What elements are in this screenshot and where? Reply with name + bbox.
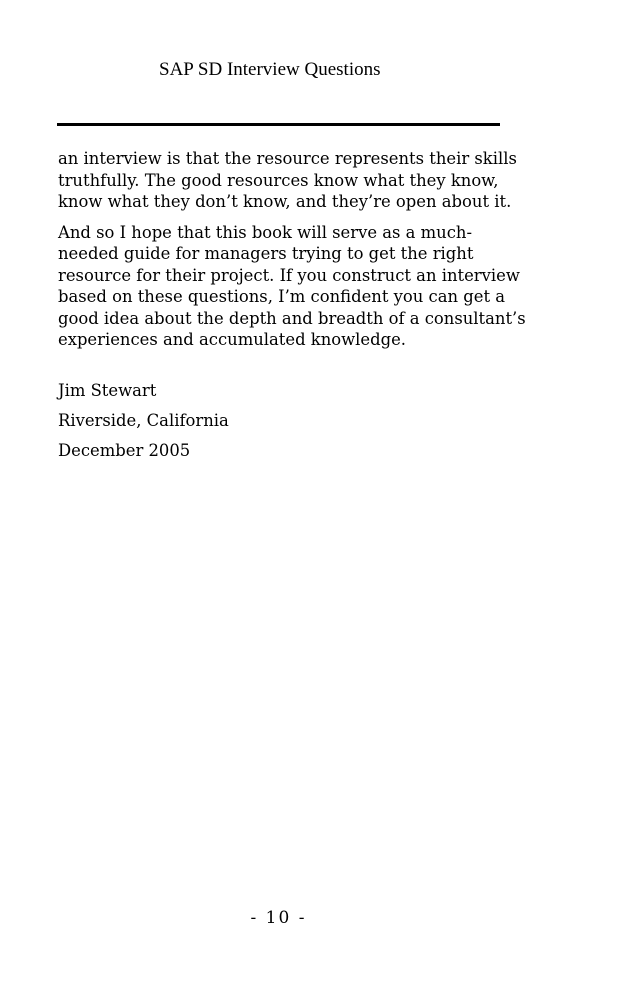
text-line: based on these questions, I’m confident you can get a	[58, 287, 506, 306]
text-line: And so I hope that this book will serve as a much-	[58, 222, 473, 242]
text-line: know what they don’t know, and they’re open about it.	[58, 192, 512, 211]
body-text	[58, 148, 526, 360]
text-line: an interview is that the resource represents their skills	[58, 149, 517, 168]
paragraph-2	[58, 222, 526, 351]
text-line: good idea about the depth and breadth of a consultant’s	[58, 308, 526, 328]
header-divider	[57, 123, 500, 126]
paragraph-1	[58, 148, 517, 213]
running-header-title: SAP SD Interview Questions	[159, 59, 381, 80]
page-number: - 10 -	[250, 908, 307, 928]
signature-place: Riverside, California	[58, 411, 229, 430]
signature-name: Jim Stewart	[58, 381, 157, 400]
text-line: resource for their project. If you construct an interview	[58, 265, 520, 285]
text-line: truthfully. The good resources know what they know,	[58, 170, 499, 190]
text-line: needed guide for managers trying to get the right	[58, 244, 474, 263]
signature-date: December 2005	[58, 441, 191, 460]
text-line: experiences and accumulated knowledge.	[58, 330, 407, 349]
